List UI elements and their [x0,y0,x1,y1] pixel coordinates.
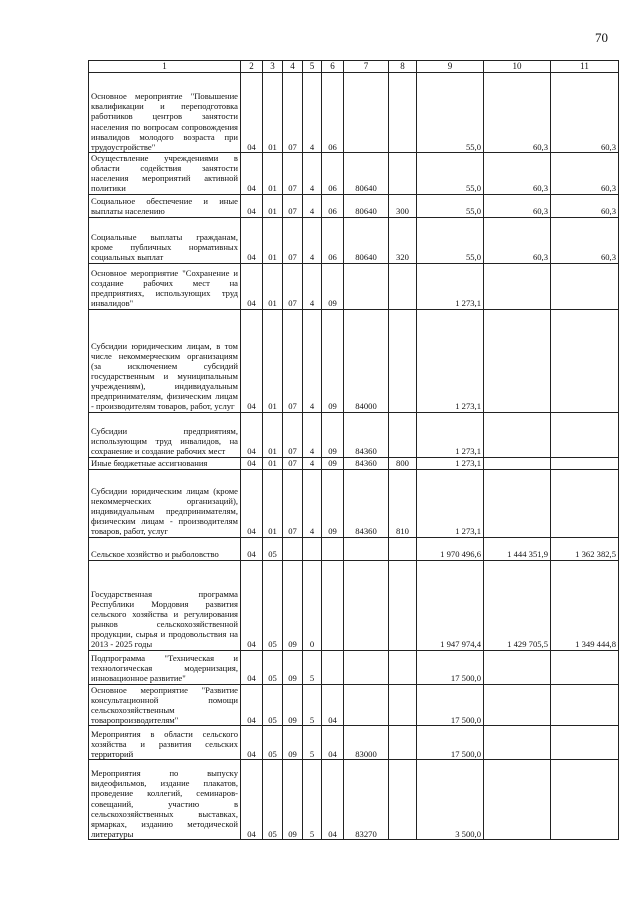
col-10-cell [484,760,551,840]
col-4-cell: 07 [283,73,303,153]
column-header-5: 5 [303,61,322,73]
col-7-cell: 80640 [344,217,389,263]
col-9-cell: 17 500,0 [417,684,484,726]
col-3-cell: 01 [263,73,283,153]
col-4-cell: 09 [283,560,303,650]
col-7-cell: 80640 [344,153,389,195]
col-2-cell: 04 [241,153,263,195]
col-2-cell: 04 [241,457,263,469]
col-5-cell: 5 [303,726,322,760]
col-5-cell: 0 [303,560,322,650]
col-3-cell: 05 [263,726,283,760]
col-6-cell: 04 [322,684,344,726]
col-9-cell: 1 273,1 [417,412,484,457]
col-4-cell: 07 [283,457,303,469]
col-7-cell [344,560,389,650]
col-10-cell: 60,3 [484,217,551,263]
row-name-cell: Сельское хозяйство и рыболовство [89,537,241,560]
col-4-cell [283,537,303,560]
col-2-cell: 04 [241,684,263,726]
col-9-cell: 17 500,0 [417,650,484,684]
col-2-cell: 04 [241,469,263,537]
col-2-cell: 04 [241,726,263,760]
col-2-cell: 04 [241,760,263,840]
table-row [89,537,619,560]
col-3-cell: 01 [263,263,283,309]
column-header-4: 4 [283,61,303,73]
col-9-cell: 1 970 496,6 [417,537,484,560]
col-8-cell [389,153,417,195]
col-10-cell: 1 444 351,9 [484,537,551,560]
col-2-cell: 04 [241,194,263,217]
col-5-cell: 5 [303,650,322,684]
col-8-cell [389,560,417,650]
col-11-cell: 60,3 [551,73,619,153]
col-6-cell [322,560,344,650]
table-row [89,684,619,726]
row-name-cell: Субсидии юридическим лицам, в том числе некоммерческим организациям (за исключением субсидий государственным и муниципальным учреждениям), индивидуальным предпринимателям, физическим лицам - производителям товаров, работ, услуг [89,309,241,412]
col-10-cell [484,684,551,726]
table-row [89,412,619,457]
col-11-cell [551,684,619,726]
table-row [89,469,619,537]
table-row [89,457,619,469]
row-name-cell: Социальное обеспечение и иные выплаты населению [89,194,241,217]
col-8-cell [389,412,417,457]
col-4-cell: 07 [283,217,303,263]
col-8-cell [389,309,417,412]
col-8-cell [389,684,417,726]
col-8-cell [389,726,417,760]
row-name-cell: Иные бюджетные ассигнования [89,457,241,469]
col-5-cell [303,537,322,560]
col-11-cell: 60,3 [551,217,619,263]
table-row [89,560,619,650]
column-header-6: 6 [322,61,344,73]
col-6-cell: 06 [322,153,344,195]
col-11-cell [551,457,619,469]
col-6-cell: 06 [322,217,344,263]
col-8-cell [389,537,417,560]
col-7-cell: 84000 [344,309,389,412]
col-3-cell: 05 [263,537,283,560]
col-4-cell: 07 [283,412,303,457]
col-8-cell: 810 [389,469,417,537]
header-row [89,61,619,73]
col-11-cell: 60,3 [551,153,619,195]
col-9-cell: 55,0 [417,217,484,263]
col-4-cell: 07 [283,194,303,217]
col-7-cell [344,73,389,153]
col-9-cell: 55,0 [417,73,484,153]
row-name-cell: Мероприятия по выпуску видеофильмов, издание плакатов, проведение коллегий, семинаров-совещаний, участию в сельскохозяйственных выставках, ярмарках, изданию методической литературы [89,760,241,840]
col-2-cell: 04 [241,537,263,560]
col-3-cell: 01 [263,153,283,195]
col-7-cell [344,263,389,309]
col-10-cell [484,309,551,412]
table-row [89,194,619,217]
col-11-cell [551,469,619,537]
row-name-cell: Основное мероприятие "Сохранение и создание рабочих мест на предприятиях, использующих труд инвалидов" [89,263,241,309]
col-10-cell [484,412,551,457]
column-header-10: 10 [484,61,551,73]
row-name-cell: Подпрограмма "Техническая и технологическая модернизация, инновационное развитие" [89,650,241,684]
column-header-8: 8 [389,61,417,73]
col-6-cell [322,650,344,684]
table-row [89,217,619,263]
col-6-cell: 09 [322,309,344,412]
col-11-cell [551,726,619,760]
row-name-cell: Субсидии юридическим лицам (кроме некоммерческих организаций), индивидуальным предпринимателям, физическим лицам - производителям товаров, работ, услуг [89,469,241,537]
col-3-cell: 01 [263,217,283,263]
col-3-cell: 01 [263,194,283,217]
col-8-cell [389,263,417,309]
table-row [89,309,619,412]
col-9-cell: 3 500,0 [417,760,484,840]
col-2-cell: 04 [241,412,263,457]
col-7-cell: 84360 [344,412,389,457]
row-name-cell: Субсидии предприятиям, использующим труд инвалидов, на сохранение и создание рабочих мест [89,412,241,457]
col-4-cell: 07 [283,263,303,309]
col-4-cell: 09 [283,650,303,684]
col-11-cell: 60,3 [551,194,619,217]
col-7-cell: 84360 [344,457,389,469]
col-4-cell: 09 [283,726,303,760]
col-9-cell: 1 947 974,4 [417,560,484,650]
col-7-cell [344,537,389,560]
col-10-cell: 1 429 705,5 [484,560,551,650]
col-4-cell: 09 [283,760,303,840]
col-6-cell: 06 [322,194,344,217]
row-name-cell: Основное мероприятие "Повышение квалификации и переподготовка работников центров занятости населения по вопросам сопровождения инвалидов молодого возраста при трудоустройстве" [89,73,241,153]
col-6-cell: 06 [322,73,344,153]
col-7-cell [344,684,389,726]
col-10-cell [484,469,551,537]
col-9-cell: 1 273,1 [417,309,484,412]
col-6-cell [322,537,344,560]
col-11-cell [551,263,619,309]
col-5-cell: 4 [303,412,322,457]
row-name-cell: Осуществление учреждениями в области содействия занятости населения мероприятий активной политики [89,153,241,195]
col-11-cell [551,412,619,457]
row-name-cell: Государственная программа Республики Мордовия развития сельского хозяйства и регулирования рынков сельскохозяйственной продукции, сырья и продовольствия на 2013 - 2025 годы [89,560,241,650]
table-row [89,263,619,309]
column-header-9: 9 [417,61,484,73]
column-header-1: 1 [89,61,241,73]
col-10-cell: 60,3 [484,73,551,153]
col-10-cell [484,457,551,469]
col-7-cell: 83270 [344,760,389,840]
col-3-cell: 01 [263,309,283,412]
col-2-cell: 04 [241,650,263,684]
col-6-cell: 09 [322,412,344,457]
col-6-cell: 04 [322,726,344,760]
table-row [89,153,619,195]
column-header-7: 7 [344,61,389,73]
col-2-cell: 04 [241,73,263,153]
col-2-cell: 04 [241,560,263,650]
budget-table [88,60,619,840]
col-10-cell [484,263,551,309]
col-11-cell [551,760,619,840]
col-11-cell [551,650,619,684]
col-5-cell: 4 [303,263,322,309]
table-row [89,760,619,840]
col-3-cell: 01 [263,469,283,537]
table-row [89,73,619,153]
col-8-cell [389,760,417,840]
col-7-cell: 83000 [344,726,389,760]
col-11-cell: 1 362 382,5 [551,537,619,560]
col-9-cell: 17 500,0 [417,726,484,760]
col-4-cell: 07 [283,153,303,195]
col-4-cell: 09 [283,684,303,726]
col-4-cell: 07 [283,469,303,537]
col-5-cell: 4 [303,153,322,195]
col-9-cell: 1 273,1 [417,263,484,309]
table-body [89,73,619,840]
col-5-cell: 4 [303,457,322,469]
column-header-2: 2 [241,61,263,73]
col-3-cell: 05 [263,560,283,650]
col-2-cell: 04 [241,309,263,412]
col-6-cell: 09 [322,469,344,537]
col-5-cell: 4 [303,73,322,153]
col-8-cell [389,650,417,684]
col-5-cell: 5 [303,684,322,726]
row-name-cell: Основное мероприятие "Развитие консультационной помощи сельскохозяйственным товаропроизводителям" [89,684,241,726]
column-header-11: 11 [551,61,619,73]
col-5-cell: 5 [303,760,322,840]
col-8-cell: 800 [389,457,417,469]
col-3-cell: 01 [263,412,283,457]
col-8-cell: 320 [389,217,417,263]
col-6-cell: 09 [322,457,344,469]
col-3-cell: 05 [263,650,283,684]
col-2-cell: 04 [241,217,263,263]
column-header-3: 3 [263,61,283,73]
col-9-cell: 1 273,1 [417,457,484,469]
col-6-cell: 09 [322,263,344,309]
col-8-cell: 300 [389,194,417,217]
col-11-cell [551,309,619,412]
row-name-cell: Социальные выплаты гражданам, кроме публичных нормативных социальных выплат [89,217,241,263]
col-7-cell: 84360 [344,469,389,537]
table-row [89,726,619,760]
row-name-cell: Мероприятия в области сельского хозяйства и развития сельских территорий [89,726,241,760]
col-11-cell: 1 349 444,8 [551,560,619,650]
col-10-cell [484,726,551,760]
col-4-cell: 07 [283,309,303,412]
col-10-cell [484,650,551,684]
col-6-cell: 04 [322,760,344,840]
col-5-cell: 4 [303,194,322,217]
col-3-cell: 05 [263,760,283,840]
col-2-cell: 04 [241,263,263,309]
col-9-cell: 55,0 [417,194,484,217]
table-row [89,650,619,684]
col-7-cell: 80640 [344,194,389,217]
col-9-cell: 1 273,1 [417,469,484,537]
col-7-cell [344,650,389,684]
col-5-cell: 4 [303,217,322,263]
col-8-cell [389,73,417,153]
col-10-cell: 60,3 [484,153,551,195]
col-3-cell: 01 [263,457,283,469]
col-5-cell: 4 [303,469,322,537]
col-3-cell: 05 [263,684,283,726]
col-5-cell: 4 [303,309,322,412]
col-9-cell: 55,0 [417,153,484,195]
page-number: 70 [595,30,608,45]
col-10-cell: 60,3 [484,194,551,217]
